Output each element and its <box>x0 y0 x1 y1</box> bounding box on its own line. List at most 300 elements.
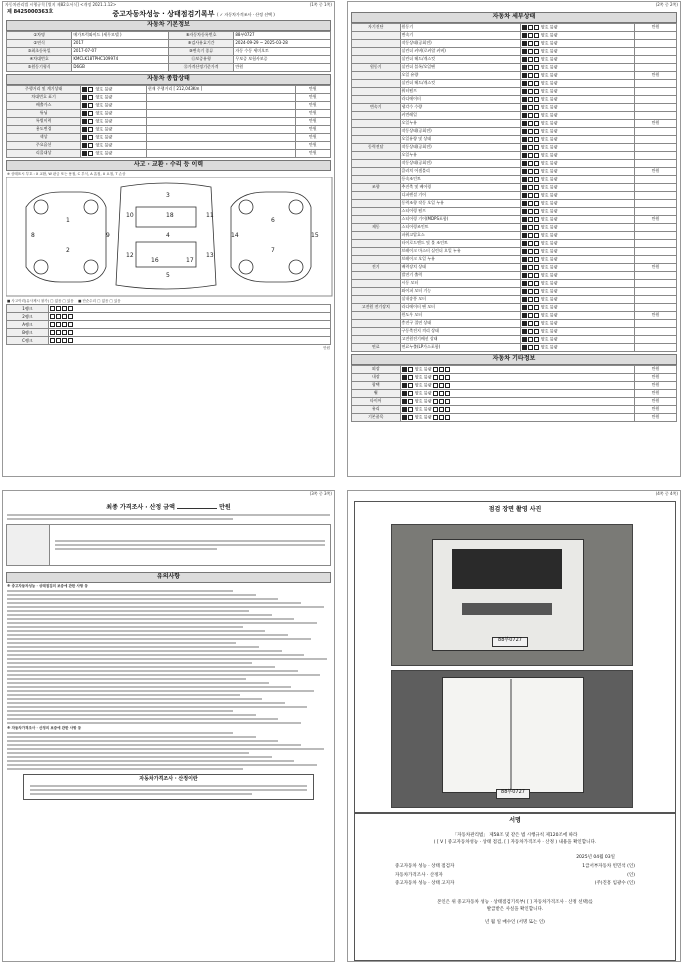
detail-category <box>352 151 401 159</box>
other-status: 양호 불량 <box>400 373 635 381</box>
page-1 <box>2 1 335 477</box>
detail-category <box>352 271 401 279</box>
other-status: 양호 불량 <box>400 365 635 373</box>
rank-parts <box>48 305 330 313</box>
page-2 <box>347 1 681 477</box>
detail-price <box>635 287 677 295</box>
general-price-cell: 만원 <box>295 117 330 125</box>
basic-cell: ⑩변속기 종류 <box>168 47 233 55</box>
other-row <box>352 389 677 397</box>
sign-date: 2025년 04월 03일 <box>576 855 615 861</box>
detail-category <box>352 71 401 79</box>
general-status-cell: 양호 불량 <box>81 149 147 157</box>
basic-row <box>7 55 331 63</box>
detail-item: 시동 모터 <box>400 279 520 287</box>
general-price-cell: 만원 <box>295 85 330 93</box>
signer-3-name: (주)진흥 임광수 (인) <box>594 880 635 886</box>
general-item-label: 특별이력 <box>7 117 81 125</box>
detail-price <box>635 159 677 167</box>
detail-price <box>635 335 677 343</box>
detail-price <box>635 39 677 47</box>
detail-category <box>352 191 401 199</box>
signer-2-name: (인) <box>627 872 635 878</box>
detail-status: 양호 불량 <box>520 167 635 175</box>
detail-row <box>352 143 677 151</box>
detail-row <box>352 335 677 343</box>
detail-category: 조향 <box>352 183 401 191</box>
detail-status: 양호 불량 <box>520 47 635 55</box>
general-detail-cell <box>146 101 295 109</box>
detail-category <box>352 167 401 175</box>
basic-cell: ②연식 <box>7 39 72 47</box>
detail-item: 스티어링조인트 <box>400 223 520 231</box>
detail-item: 오일누유 <box>400 151 520 159</box>
basic-cell: ③최초등록일 <box>7 47 72 55</box>
detail-category <box>352 287 401 295</box>
other-row <box>352 381 677 389</box>
general-status-cell: 양호 불량 <box>81 117 147 125</box>
detail-status: 양호 불량 <box>520 143 635 151</box>
general-detail-cell <box>146 117 295 125</box>
detail-category <box>352 79 401 87</box>
general-price-cell: 만원 <box>295 149 330 157</box>
truck-rear-photo <box>391 670 633 808</box>
detail-price <box>635 255 677 263</box>
detail-price <box>635 175 677 183</box>
basic-cell: KMCLK18TPHC109974 <box>72 55 169 63</box>
detail-category <box>352 175 401 183</box>
detail-row <box>352 343 677 351</box>
detail-price: 만원 <box>635 71 677 79</box>
page-3 <box>2 490 335 962</box>
detail-status: 양호 불량 <box>520 199 635 207</box>
part-label: 4 <box>166 231 170 239</box>
part-label: 2 <box>66 246 70 254</box>
detail-status: 양호 불량 <box>520 319 635 327</box>
detail-item: 라디에이터 팬 모터 <box>400 303 520 311</box>
detail-price <box>635 127 677 135</box>
general-row <box>7 109 331 117</box>
basic-cell: 88부0727 <box>234 31 331 39</box>
detail-price: 만원 <box>635 215 677 223</box>
detail-row <box>352 119 677 127</box>
detail-item: 오일유량 및 상태 <box>400 135 520 143</box>
detail-status: 양호 불량 <box>520 183 635 191</box>
general-row <box>7 125 331 133</box>
detail-category: 제동 <box>352 223 401 231</box>
detail-price <box>635 327 677 335</box>
detail-price <box>635 63 677 71</box>
accident-flags: ■ 사고이력(유사제시 불가) □ 없음 □ 있음 ■ 단순수리 □ 없음 □ 있음 <box>7 299 121 304</box>
rank-row <box>7 337 331 345</box>
detail-row <box>352 263 677 271</box>
detail-status: 양호 불량 <box>520 71 635 79</box>
general-status-cell: 양호 불량 <box>81 141 147 149</box>
general-price-cell: 만원 <box>295 93 330 101</box>
general-row <box>7 101 331 109</box>
rank-row <box>7 329 331 337</box>
other-row <box>352 405 677 413</box>
general-item-label: 배출가스 <box>7 101 81 109</box>
accident-history-header: 사고 · 교환 · 수리 등 이력 <box>6 160 331 171</box>
detail-row <box>352 151 677 159</box>
detail-category: 자기진단 <box>352 23 401 31</box>
detail-status: 양호 불량 <box>520 287 635 295</box>
other-status: 양호 불량 <box>400 405 635 413</box>
basic-row <box>7 39 331 47</box>
page-number: (1쪽 중 1쪽) <box>309 2 332 7</box>
detail-item: 고전원전기배선 상태 <box>400 335 520 343</box>
detail-row <box>352 135 677 143</box>
detail-row <box>352 231 677 239</box>
rank-label: C랭크 <box>7 337 49 345</box>
basic-cell: ⑧자동차등록번호 <box>168 31 233 39</box>
page-number: (3쪽 중 3쪽) <box>309 491 332 496</box>
detail-price <box>635 303 677 311</box>
detail-price <box>635 343 677 351</box>
detail-status-table <box>351 23 677 352</box>
general-status-header: 자동차 종합상태 <box>6 74 331 85</box>
other-status: 양호 불량 <box>400 413 635 421</box>
title-options: ( ✓ 자동차가격조사 · 산정 선택 ) <box>216 12 275 17</box>
plate-rear: 88부0727 <box>496 789 530 799</box>
detail-price <box>635 239 677 247</box>
part-label: 5 <box>166 271 170 279</box>
general-detail-cell <box>146 93 295 101</box>
rank-parts <box>48 321 330 329</box>
detail-category <box>352 255 401 263</box>
price-basis-table <box>6 524 331 566</box>
general-status-cell: 양호 불량 <box>81 85 147 93</box>
detail-status: 양호 불량 <box>520 111 635 119</box>
detail-category <box>352 335 401 343</box>
rank-row <box>7 305 331 313</box>
detail-status: 양호 불량 <box>520 55 635 63</box>
other-label: 기본품목 <box>352 413 401 421</box>
detail-item: 윈도우 모터 <box>400 311 520 319</box>
detail-item: 스티어링 펌프 <box>400 207 520 215</box>
signer-3-role: 중고자동차 성능 · 상태 고지자 <box>395 880 455 886</box>
general-item-label: 주요옵션 <box>7 141 81 149</box>
detail-price <box>635 183 677 191</box>
detail-status: 양호 불량 <box>520 39 635 47</box>
page-number: (4쪽 중 4쪽) <box>655 491 678 496</box>
detail-price <box>635 295 677 303</box>
other-label: 외장 <box>352 365 401 373</box>
detail-item: 오일 유량 <box>400 71 520 79</box>
general-status-cell: 양호 불량 <box>81 101 147 109</box>
other-info-table <box>351 365 677 422</box>
detail-row <box>352 215 677 223</box>
general-row <box>7 117 331 125</box>
rank-row <box>7 321 331 329</box>
rank-parts <box>48 313 330 321</box>
detail-row <box>352 103 677 111</box>
detail-price <box>635 191 677 199</box>
general-detail-cell <box>146 141 295 149</box>
accident-legend: ※ 상태표시 부호 : X 교환, W 판금 또는 용접, C 부식, A 흠집, U 요철, T 손상 <box>7 171 126 176</box>
general-detail-cell: 현재 주행거리 [ 212,043Km ] <box>146 85 295 93</box>
part-label: 12 <box>126 251 134 259</box>
detail-status: 양호 불량 <box>520 255 635 263</box>
part-label: 9 <box>106 231 110 239</box>
price-info-box <box>23 774 314 800</box>
detail-item: 추진축 및 베어링 <box>400 183 520 191</box>
detail-item: 배력장치 상태 <box>400 263 520 271</box>
price-notes <box>7 514 330 520</box>
detail-row <box>352 39 677 47</box>
detail-status: 양호 불량 <box>520 247 635 255</box>
basic-cell: ⑪보증유형 <box>168 55 233 63</box>
detail-status: 양호 불량 <box>520 335 635 343</box>
detail-row <box>352 327 677 335</box>
part-label: 15 <box>311 231 319 239</box>
detail-category <box>352 159 401 167</box>
detail-category <box>352 239 401 247</box>
page-4 <box>347 490 681 962</box>
detail-category: 고전원 전기장치 <box>352 303 401 311</box>
other-price: 만원 <box>635 389 677 397</box>
basic-cell: 2017 <box>72 39 169 47</box>
general-status-cell: 양호 불량 <box>81 93 147 101</box>
detail-status: 양호 불량 <box>520 31 635 39</box>
detail-item: 작동상태(공회전) <box>400 143 520 151</box>
detail-row <box>352 287 677 295</box>
basic-cell: ⑤원동기형식 <box>7 63 72 71</box>
detail-row <box>352 79 677 87</box>
basic-cell: ⑫가격산정기준가격 <box>168 63 233 71</box>
detail-category <box>352 119 401 127</box>
detail-category <box>352 199 401 207</box>
detail-category <box>352 47 401 55</box>
general-detail-cell <box>146 109 295 117</box>
detail-item: 원동기 <box>400 23 520 31</box>
detail-item: 연료누출(LP가스포함) <box>400 343 520 351</box>
detail-row <box>352 183 677 191</box>
notice-2-title: ※ 자동차가격조사 · 산정의 보증에 관한 사항 등 <box>7 725 82 730</box>
general-price-cell: 만원 <box>295 109 330 117</box>
detail-category: 원동기 <box>352 63 401 71</box>
detail-status: 양호 불량 <box>520 215 635 223</box>
basic-cell: 자동 수동 세미오토 <box>234 47 331 55</box>
other-row <box>352 365 677 373</box>
other-price: 만원 <box>635 373 677 381</box>
detail-category <box>352 87 401 95</box>
detail-item: 브레이크 마스터 실린더 오일 누유 <box>400 247 520 255</box>
detail-row <box>352 175 677 183</box>
detail-status: 양호 불량 <box>520 127 635 135</box>
notice-header: 유의사항 <box>6 572 331 583</box>
part-label: 8 <box>31 231 35 239</box>
detail-category <box>352 95 401 103</box>
detail-category <box>352 327 401 335</box>
rank-label: B랭크 <box>7 329 49 337</box>
basic-row <box>7 47 331 55</box>
basic-cell: D6GB <box>72 63 169 71</box>
detail-price <box>635 79 677 87</box>
basic-cell: 2024-09-29 ~ 2025-03-28 <box>234 39 331 47</box>
detail-item: 커먼레일 <box>400 111 520 119</box>
other-price: 만원 <box>635 413 677 421</box>
signer-1-name: 1급서부자동차 빈민석 (인) <box>582 864 635 870</box>
detail-category <box>352 215 401 223</box>
detail-price: 만원 <box>635 167 677 175</box>
other-row <box>352 413 677 421</box>
detail-row <box>352 279 677 287</box>
title-text: 중고자동차성능 · 상태점검기록부 <box>112 10 215 18</box>
detail-category: 동력전달 <box>352 143 401 151</box>
detail-item: 디퍼렌셜 기어 <box>400 191 520 199</box>
other-label: 광택 <box>352 381 401 389</box>
rank-row <box>7 313 331 321</box>
detail-category <box>352 127 401 135</box>
detail-item: 충전구 절연 상태 <box>400 319 520 327</box>
detail-item: 실린더 헤드/개스킷 <box>400 79 520 87</box>
notice-1-body <box>7 590 330 724</box>
detail-row <box>352 223 677 231</box>
detail-item: 작동상태(공회전) <box>400 159 520 167</box>
other-row <box>352 373 677 381</box>
photo-title: 점검 장면 촬영 사진 <box>488 506 542 513</box>
detail-category <box>352 231 401 239</box>
other-price: 만원 <box>635 381 677 389</box>
plate-front: 88부0727 <box>492 637 528 647</box>
detail-item: 타이로드엔드 및 볼 조인트 <box>400 239 520 247</box>
detail-price <box>635 47 677 55</box>
other-price: 만원 <box>635 405 677 413</box>
detail-category <box>352 247 401 255</box>
other-row <box>352 397 677 405</box>
detail-price <box>635 231 677 239</box>
basic-info-header: 자동차 기본정보 <box>6 20 331 31</box>
buyer-sign-line: 년 월 일 매수인 (서명 또는 인) <box>485 920 545 926</box>
detail-row <box>352 295 677 303</box>
detail-status: 양호 불량 <box>520 79 635 87</box>
detail-status-header: 자동차 세부상태 <box>351 12 677 23</box>
price-unit: 만원 <box>219 504 231 511</box>
rank-parts <box>48 329 330 337</box>
general-item-label: 용도변경 <box>7 125 81 133</box>
detail-row <box>352 71 677 79</box>
detail-row <box>352 311 677 319</box>
general-price-cell: 만원 <box>295 141 330 149</box>
basic-row <box>7 63 331 71</box>
other-status: 양호 불량 <box>400 381 635 389</box>
part-label: 11 <box>206 211 214 219</box>
other-status: 양호 불량 <box>400 397 635 405</box>
detail-status: 양호 불량 <box>520 95 635 103</box>
price-title <box>3 505 334 512</box>
detail-category <box>352 135 401 143</box>
detail-item: 등속조인트 <box>400 175 520 183</box>
signer-2-role: 자동차가격조사 · 산정자 <box>395 872 443 878</box>
parts-rank-table <box>6 304 331 345</box>
detail-item: 실린더 블록/오일팬 <box>400 63 520 71</box>
detail-row <box>352 31 677 39</box>
detail-row <box>352 303 677 311</box>
rank-parts <box>48 337 330 345</box>
detail-row <box>352 63 677 71</box>
photo-frame <box>354 501 676 813</box>
detail-row <box>352 271 677 279</box>
detail-status: 양호 불량 <box>520 311 635 319</box>
detail-price <box>635 319 677 327</box>
part-label: 7 <box>271 246 275 254</box>
rank-label: 1랭크 <box>7 305 49 313</box>
general-item-label: 주행거리 및 계기상태 <box>7 85 81 93</box>
notice-2-body <box>7 732 330 770</box>
detail-status: 양호 불량 <box>520 303 635 311</box>
detail-row <box>352 95 677 103</box>
receipt-line-1: 본인은 위 중고자동차 성능 · 상태점검기록부( [ ] 자동차가격조사 · 산정 선택)를 <box>436 899 594 905</box>
general-status-cell: 양호 불량 <box>81 109 147 117</box>
detail-row <box>352 23 677 31</box>
detail-price: 만원 <box>635 263 677 271</box>
detail-status: 양호 불량 <box>520 327 635 335</box>
general-item-label: 차대번호 표기 <box>7 93 81 101</box>
other-label: 휠 <box>352 389 401 397</box>
detail-row <box>352 111 677 119</box>
part-label: 10 <box>126 211 134 219</box>
detail-item: 작동상태(공회전) <box>400 127 520 135</box>
rank-label: 2랭크 <box>7 313 49 321</box>
detail-price <box>635 95 677 103</box>
detail-row <box>352 167 677 175</box>
part-label: 13 <box>206 251 214 259</box>
other-label: 유리 <box>352 405 401 413</box>
other-status: 양호 불량 <box>400 389 635 397</box>
receipt-line-2: 발급받은 사실을 확인합니다. <box>486 907 544 913</box>
part-label: 16 <box>151 256 159 264</box>
document-title <box>3 10 334 18</box>
truck-front-photo <box>391 524 633 666</box>
detail-price <box>635 135 677 143</box>
detail-category: 연료 <box>352 343 401 351</box>
general-row <box>7 149 331 157</box>
rank-label: A랭크 <box>7 321 49 329</box>
form-reference: 자동차관리법 시행규칙 [별지 제82호서식] <개정 2021.1.12> <box>5 2 117 7</box>
detail-row <box>352 159 677 167</box>
detail-category <box>352 111 401 119</box>
sign-line-2: ( [ V ] 중고자동차성능 · 상태 점검, [ ] 자동차가격조사 · 산정 ) 내용을 확인합니다. <box>433 840 597 846</box>
detail-row <box>352 199 677 207</box>
basic-cell: 무보증 보험사보증 <box>234 55 331 63</box>
detail-status: 양호 불량 <box>520 103 635 111</box>
detail-item: 실내송풍 모터 <box>400 295 520 303</box>
detail-row <box>352 127 677 135</box>
detail-item: 스티어링 기어(MDPS포함) <box>400 215 520 223</box>
detail-status: 양호 불량 <box>520 279 635 287</box>
detail-row <box>352 207 677 215</box>
detail-category <box>352 55 401 63</box>
other-label: 타이어 <box>352 397 401 405</box>
detail-item: 오일누유 <box>400 119 520 127</box>
doc-number: 제 8425000363호 <box>7 9 54 15</box>
detail-price: 만원 <box>635 119 677 127</box>
detail-row <box>352 255 677 263</box>
detail-price <box>635 223 677 231</box>
price-title-text: 최종 가격조사 · 산정 금액 <box>106 504 175 511</box>
detail-price <box>635 207 677 215</box>
part-label: 3 <box>166 191 170 199</box>
detail-category <box>352 279 401 287</box>
detail-status: 양호 불량 <box>520 295 635 303</box>
basic-row <box>7 31 331 39</box>
page-number: (2쪽 중 2쪽) <box>655 2 678 7</box>
detail-item: 동력조향 작동 오일 누유 <box>400 199 520 207</box>
detail-item: 클러치 어셈블리 <box>400 167 520 175</box>
basic-cell: ④차대번호 <box>7 55 72 63</box>
